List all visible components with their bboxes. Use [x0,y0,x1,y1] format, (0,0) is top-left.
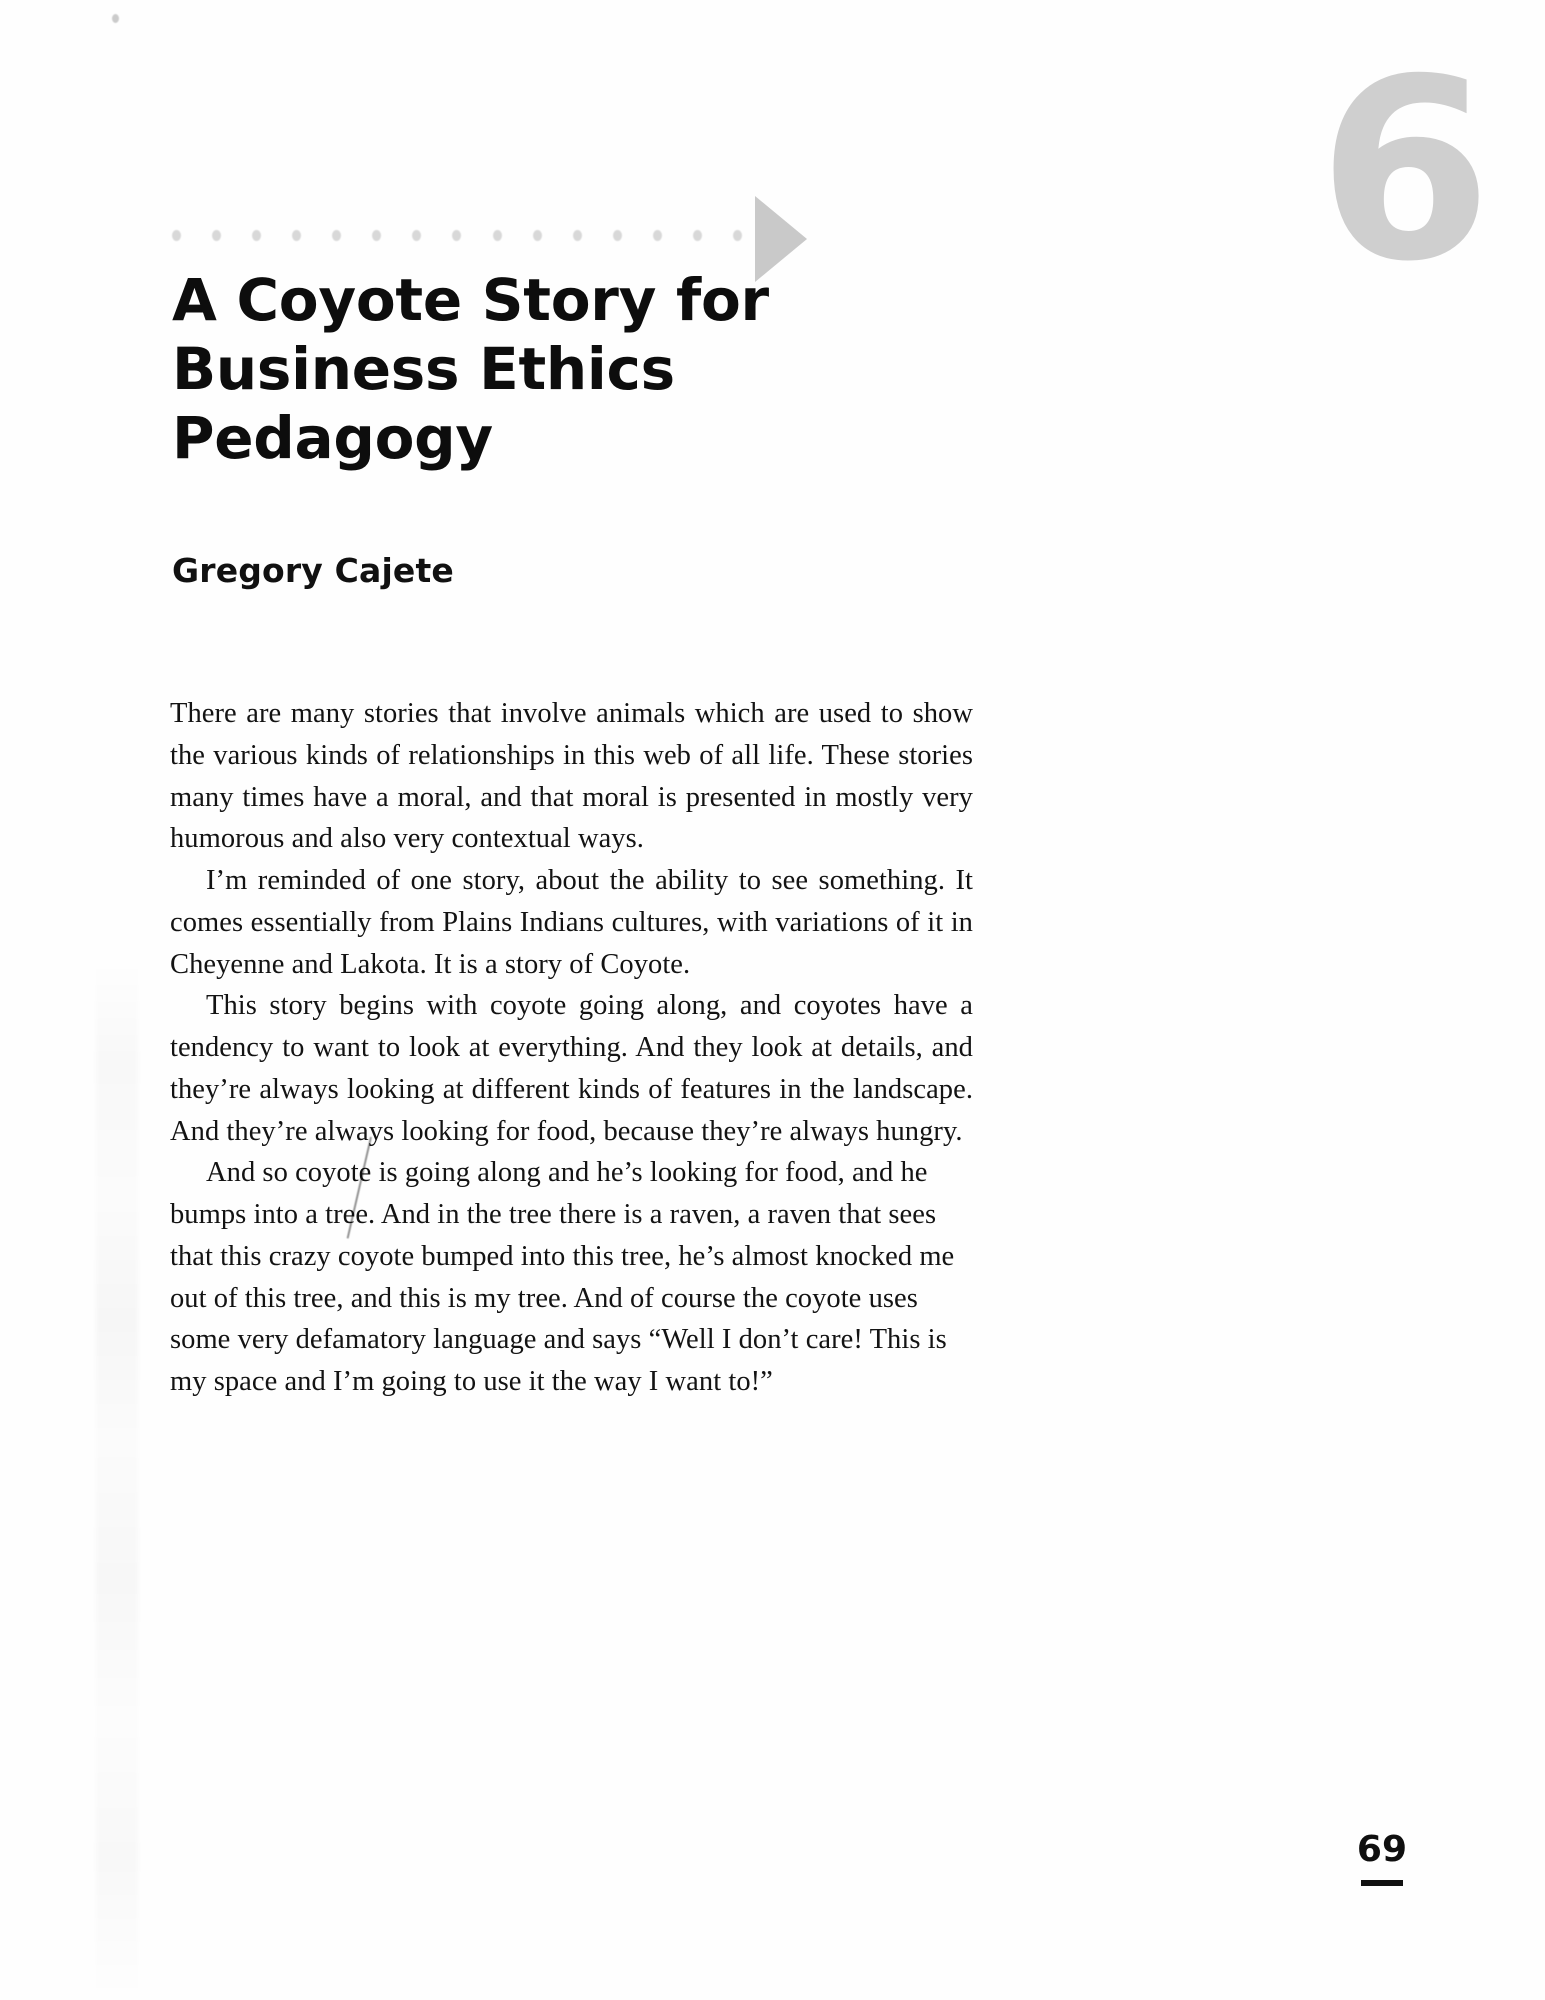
body-text [170,693,973,1403]
folio-rule [1361,1880,1403,1886]
chapter-number-ornament: 6 [1318,25,1487,316]
body-paragraph: This story begins with coyote going along, and coyotes have a tendency to want to look at everything. And they look at details, and they’re always looking at different kinds of features in the landscape. And they’re always looking for food, because they’re always hungry. [170,990,973,1147]
page-number: 69 [1356,1829,1407,1870]
page-title [172,266,792,473]
chapter-title-line-2: Business Ethics [172,335,675,404]
chapter-title-line-3: Pedagogy [172,404,493,473]
body-paragraph: And so coyote is going along and he’s looking for food, and he bumps into a tree. And in the tree there is a raven, a raven that sees that this crazy coyote bumped into this tree, he’s almost knocked me out of this tree, and this is my tree. And of course the coyote uses some very defamatory language and says “Well I don’t care! This is my space and I’m going to use it the way I want to!” [170,1157,955,1397]
chapter-title-line-1: A Coyote Story for [172,266,769,334]
chapter-title-block [172,266,792,473]
body-paragraph: There are many stories that involve animals which are used to show the various kinds of relationships in this web of all life. These stories many times have a moral, and that moral is presented in mostly very humorous and also very contextual ways. [170,698,973,855]
page-folio [1356,1829,1407,1886]
scan-speck [112,14,119,23]
scan-gutter-shadow [96,0,138,2000]
body-paragraph: I’m reminded of one story, about the ability to see something. It comes essentially from Plains Indians cultures, with variations of it in Cheyenne and Lakota. It is a story of Coyote. [170,865,973,980]
author-byline: Gregory Cajete [172,551,454,590]
dotted-rule-ornament [172,228,742,242]
